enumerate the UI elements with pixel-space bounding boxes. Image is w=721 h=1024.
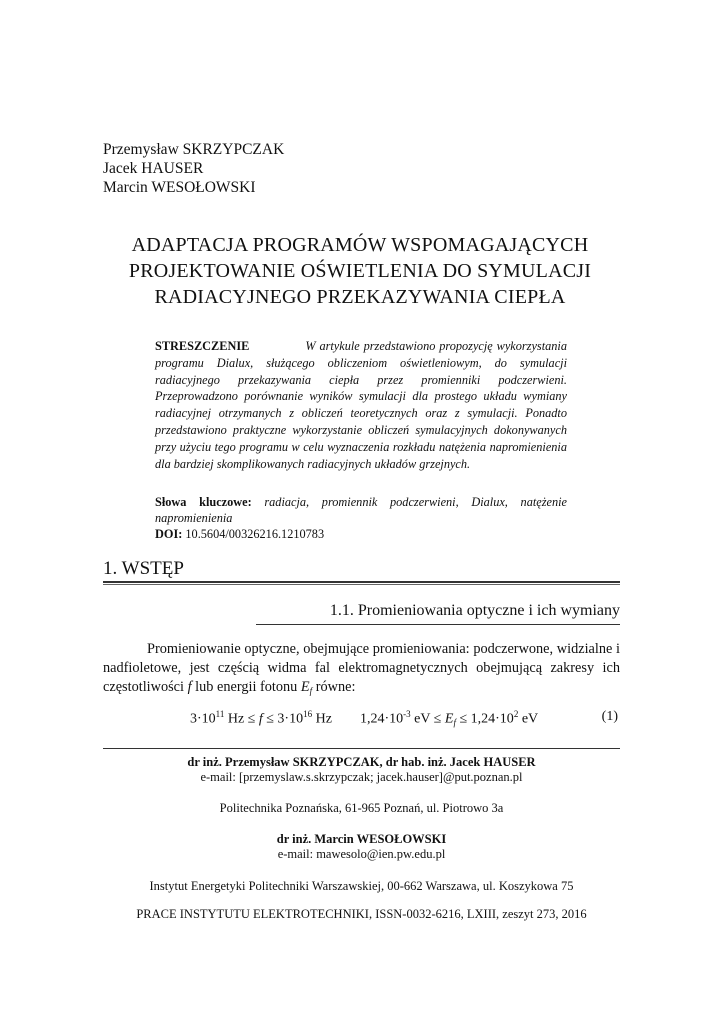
footer-authors-1 (103, 755, 620, 785)
footer-email: e-mail: mawesolo@ien.pw.edu.pl (277, 847, 446, 861)
footer-affiliation-2: Instytut Energetyki Politechniki Warszawskiej, 00-662 Warszawa, ul. Koszykowa 75 (149, 879, 574, 893)
author-name: Marcin WESOŁOWSKI (103, 179, 256, 196)
eq-symbol: E (444, 711, 454, 727)
eq-term: Hz ≤ (224, 711, 259, 727)
eq-subscript: f (453, 717, 456, 728)
eq-symbol: f (258, 711, 263, 727)
footer-authors-2 (103, 832, 620, 862)
keywords-value: radiacja, promiennik podczerwieni, Dialux, natężenie napromienienia (155, 495, 567, 525)
section-rule (103, 581, 620, 583)
abstract (155, 338, 567, 472)
eq-term: 3·10 (190, 711, 216, 727)
eq-term: eV ≤ (410, 711, 445, 727)
author-name: Przemysław SKRZYPCZAK (103, 141, 285, 158)
eq-term: ≤ 1,24·10 (455, 711, 514, 727)
body-paragraph (103, 640, 620, 701)
footer-affiliation-1: Politechnika Poznańska, 61-965 Poznań, ul. Piotrowo 3a (219, 801, 504, 815)
paragraph-text: Promieniowanie optyczne, obejmujące promieniowania: podczerwone, widzialne i nadfioletowe, jest częścią widma fal elektromagnetycznych obejmującą zakresy ich częstotliwości (103, 641, 620, 695)
eq-term: eV (518, 711, 539, 727)
eq-term: 1,24·10 (359, 711, 404, 727)
doi-value: 10.5604/00326216.1210783 (185, 527, 325, 541)
subsection-rule (256, 624, 620, 625)
equation (190, 709, 538, 728)
paragraph-text: lub energii fotonu (191, 679, 301, 695)
author-name: Jacek HAUSER (103, 160, 204, 177)
paper-title (60, 232, 660, 310)
abstract-text: W artykule przedstawiono propozycję wykorzystania programu Dialux, służącego obliczeniom oświetleniowym, do symulacji radiacyjnego przekazywania ciepła przez promienniki podczerwieni. Przeprowadzono porównanie wyników symulacji dla prostego układu wymiany radiacyjnej otrzymanych z obliczeń teoretycznych oraz z symulacji. Ponadto przedstawiono praktyczne wykorzystanie obliczeń symulacyjnych dokonywanych przy użyciu tego programu w celu wyznaczenia rozkładu natężenia napromienienia dla bardziej skomplikowanych radiacyjnych układów grzejnych. (155, 339, 567, 471)
eq-term: Hz (312, 711, 332, 727)
footer-email: e-mail: [przemyslaw.s.skrzypczak; jacek.hauser]@put.poznan.pl (200, 770, 523, 784)
equation-number: (1) (601, 709, 618, 724)
footer-author-names: dr inż. Przemysław SKRZYPCZAK, dr hab. inż. Jacek HAUSER (187, 755, 536, 769)
title-line: RADIACYJNEGO PRZEKAZYWANIA CIEPŁA (154, 286, 566, 308)
keywords-label: Słowa kluczowe: (155, 495, 252, 509)
title-line: ADAPTACJA PROGRAMÓW WSPOMAGAJĄCYCH (131, 234, 589, 256)
eq-exponent: 16 (303, 709, 313, 719)
keywords (155, 494, 567, 526)
title-line: PROJEKTOWANIE OŚWIETLENIA DO SYMULACJI (128, 260, 592, 282)
energy-subscript: f (309, 686, 313, 696)
eq-exponent: -3 (403, 709, 411, 719)
section-rule-secondary (103, 584, 620, 585)
section-title: 1. WSTĘP (103, 558, 184, 579)
abstract-label: STRESZCZENIE (155, 339, 250, 353)
doi-label: DOI: (155, 527, 183, 541)
paragraph-text: równe: (312, 679, 356, 695)
subsection-title: 1.1. Promieniowania optyczne i ich wymiany (329, 602, 620, 619)
author-list (103, 140, 284, 197)
journal-info: PRACE INSTYTUTU ELEKTROTECHNIKI, ISSN-0032-6216, LXIII, zeszyt 273, 2016 (136, 907, 587, 921)
energy-symbol: E (300, 679, 310, 695)
footer-author-names: dr inż. Marcin WESOŁOWSKI (276, 832, 447, 846)
eq-term: ≤ 3·10 (262, 711, 304, 727)
eq-exponent: 11 (215, 709, 225, 719)
eq-exponent: 2 (513, 709, 519, 719)
frequency-symbol: f (187, 679, 192, 695)
doi (155, 526, 324, 542)
footer-rule (103, 748, 620, 749)
